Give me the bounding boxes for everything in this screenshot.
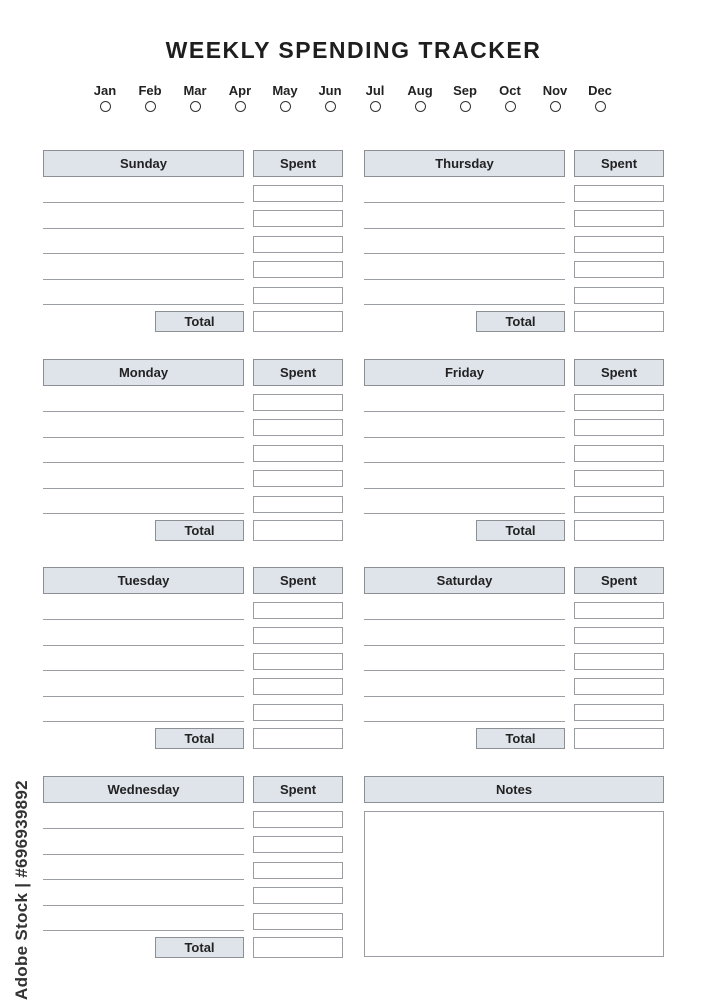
month-label: Jul [365, 83, 385, 98]
spent-label: Spent [279, 365, 317, 380]
spent-amount-box[interactable] [253, 236, 343, 253]
month-radio-circle[interactable] [505, 101, 516, 112]
spent-amount-box[interactable] [253, 261, 343, 278]
spent-amount-box[interactable] [574, 210, 664, 227]
month-option-jul[interactable] [352, 83, 398, 112]
day-name: Friday [444, 365, 484, 380]
month-option-aug[interactable] [397, 83, 443, 112]
spent-amount-box[interactable] [574, 470, 664, 487]
total-label-box [476, 728, 565, 749]
expense-line[interactable] [364, 279, 565, 280]
spent-amount-box[interactable] [574, 261, 664, 278]
spent-amount-box[interactable] [253, 862, 343, 879]
total-label: Total [505, 731, 536, 746]
month-option-jan[interactable] [82, 83, 128, 112]
total-label: Total [184, 314, 215, 329]
spent-amount-box[interactable] [574, 394, 664, 411]
month-option-nov[interactable] [532, 83, 578, 112]
spent-header [574, 150, 664, 177]
month-label: Mar [183, 83, 207, 98]
month-radio-circle[interactable] [190, 101, 201, 112]
month-option-jun[interactable] [307, 83, 353, 112]
spent-amount-box[interactable] [253, 470, 343, 487]
month-label: Nov [542, 83, 568, 98]
day-header-monday [43, 359, 244, 386]
spent-amount-box[interactable] [574, 287, 664, 304]
total-amount-box[interactable] [253, 520, 343, 541]
expense-line[interactable] [43, 619, 244, 620]
spent-amount-box[interactable] [253, 653, 343, 670]
month-radio-circle[interactable] [415, 101, 426, 112]
month-label: Jun [318, 83, 342, 98]
expense-line[interactable] [364, 228, 565, 229]
total-label-box [155, 937, 244, 958]
total-label: Total [184, 940, 215, 955]
spent-amount-box[interactable] [253, 419, 343, 436]
expense-line[interactable] [364, 721, 565, 722]
spent-amount-box[interactable] [253, 887, 343, 904]
spent-header [253, 150, 343, 177]
notes-label: Notes [495, 782, 533, 797]
spent-amount-box[interactable] [574, 236, 664, 253]
spent-label: Spent [600, 156, 638, 171]
month-radio-circle[interactable] [550, 101, 561, 112]
expense-line[interactable] [43, 670, 244, 671]
spent-header [574, 359, 664, 386]
expense-line[interactable] [43, 462, 244, 463]
spent-label: Spent [600, 365, 638, 380]
total-label-box [155, 520, 244, 541]
expense-line[interactable] [364, 462, 565, 463]
spent-amount-box[interactable] [574, 602, 664, 619]
notes-area[interactable] [364, 811, 664, 957]
total-label: Total [184, 731, 215, 746]
month-radio-circle[interactable] [370, 101, 381, 112]
day-name: Sunday [120, 156, 167, 171]
spent-amount-box[interactable] [253, 185, 343, 202]
spent-header [253, 776, 343, 803]
expense-line[interactable] [364, 437, 565, 438]
spent-amount-box[interactable] [253, 836, 343, 853]
spent-amount-box[interactable] [253, 602, 343, 619]
expense-line[interactable] [364, 696, 565, 697]
month-label: Feb [138, 83, 162, 98]
spent-amount-box[interactable] [253, 627, 343, 644]
total-label-box [476, 520, 565, 541]
total-label-box [476, 311, 565, 332]
total-amount-box[interactable] [574, 728, 664, 749]
spent-amount-box[interactable] [574, 496, 664, 513]
month-option-oct[interactable] [487, 83, 533, 112]
spent-amount-box[interactable] [253, 496, 343, 513]
expense-line[interactable] [364, 253, 565, 254]
expense-line[interactable] [364, 488, 565, 489]
month-label: May [272, 83, 298, 98]
page-title: WEEKLY SPENDING TRACKER [165, 37, 542, 63]
spent-amount-box[interactable] [574, 704, 664, 721]
expense-line[interactable] [43, 411, 244, 412]
month-option-feb[interactable] [127, 83, 173, 112]
expense-line[interactable] [43, 930, 244, 931]
spent-label: Spent [600, 573, 638, 588]
expense-line[interactable] [43, 279, 244, 280]
spent-amount-box[interactable] [253, 811, 343, 828]
month-radio-circle[interactable] [280, 101, 291, 112]
month-radio-circle[interactable] [145, 101, 156, 112]
notes-header [364, 776, 664, 803]
month-label: Jan [93, 83, 117, 98]
spent-header [253, 567, 343, 594]
expense-line[interactable] [43, 905, 244, 906]
month-option-may[interactable] [262, 83, 308, 112]
day-name: Wednesday [107, 782, 180, 797]
spent-amount-box[interactable] [253, 394, 343, 411]
month-label: Sep [453, 83, 477, 98]
month-option-sep[interactable] [442, 83, 488, 112]
expense-line[interactable] [364, 411, 565, 412]
spent-amount-box[interactable] [253, 704, 343, 721]
total-amount-box[interactable] [253, 937, 343, 958]
total-label-box [155, 311, 244, 332]
expense-line[interactable] [364, 304, 565, 305]
month-radio-circle[interactable] [235, 101, 246, 112]
expense-line[interactable] [43, 696, 244, 697]
spent-amount-box[interactable] [574, 419, 664, 436]
expense-line[interactable] [43, 437, 244, 438]
day-name: Tuesday [117, 573, 170, 588]
month-option-mar[interactable] [172, 83, 218, 112]
day-name: Thursday [435, 156, 494, 171]
expense-line[interactable] [43, 228, 244, 229]
spent-label: Spent [279, 156, 317, 171]
month-radio-circle[interactable] [325, 101, 336, 112]
spent-label: Spent [279, 573, 317, 588]
spent-amount-box[interactable] [253, 913, 343, 930]
spent-label: Spent [279, 782, 317, 797]
month-radio-circle[interactable] [460, 101, 471, 112]
expense-line[interactable] [364, 513, 565, 514]
spent-amount-box[interactable] [574, 627, 664, 644]
expense-line[interactable] [364, 202, 565, 203]
total-amount-box[interactable] [574, 311, 664, 332]
month-option-apr[interactable] [217, 83, 263, 112]
expense-line[interactable] [43, 879, 244, 880]
spent-amount-box[interactable] [574, 678, 664, 695]
spent-header [253, 359, 343, 386]
spent-header [574, 567, 664, 594]
expense-line[interactable] [43, 488, 244, 489]
day-header-tuesday [43, 567, 244, 594]
expense-line[interactable] [364, 619, 565, 620]
stock-id-text: Adobe Stock | #696939892 [12, 780, 31, 1000]
spent-amount-box[interactable] [253, 210, 343, 227]
day-name: Monday [118, 365, 169, 380]
spent-amount-box[interactable] [574, 653, 664, 670]
total-amount-box[interactable] [574, 520, 664, 541]
total-label: Total [505, 523, 536, 538]
month-label: Oct [499, 83, 521, 98]
expense-line[interactable] [364, 645, 565, 646]
day-header-saturday [364, 567, 565, 594]
spent-amount-box[interactable] [574, 185, 664, 202]
spent-amount-box[interactable] [574, 445, 664, 462]
expense-line[interactable] [43, 721, 244, 722]
month-radio-circle[interactable] [595, 101, 606, 112]
total-label-box [155, 728, 244, 749]
month-label: Dec [588, 83, 612, 98]
total-amount-box[interactable] [253, 728, 343, 749]
expense-line[interactable] [43, 854, 244, 855]
day-header-sunday [43, 150, 244, 177]
month-radio-circle[interactable] [100, 101, 111, 112]
month-label: Aug [407, 83, 433, 98]
expense-line[interactable] [43, 645, 244, 646]
expense-line[interactable] [43, 253, 244, 254]
month-label: Apr [228, 83, 252, 98]
spent-amount-box[interactable] [253, 445, 343, 462]
expense-line[interactable] [43, 202, 244, 203]
expense-line[interactable] [43, 513, 244, 514]
spent-amount-box[interactable] [253, 678, 343, 695]
day-name: Saturday [436, 573, 493, 588]
expense-line[interactable] [364, 670, 565, 671]
total-label: Total [184, 523, 215, 538]
day-header-friday [364, 359, 565, 386]
total-label: Total [505, 314, 536, 329]
expense-line[interactable] [43, 304, 244, 305]
day-header-thursday [364, 150, 565, 177]
month-option-dec[interactable] [577, 83, 623, 112]
total-amount-box[interactable] [253, 311, 343, 332]
spent-amount-box[interactable] [253, 287, 343, 304]
day-header-wednesday [43, 776, 244, 803]
expense-line[interactable] [43, 828, 244, 829]
